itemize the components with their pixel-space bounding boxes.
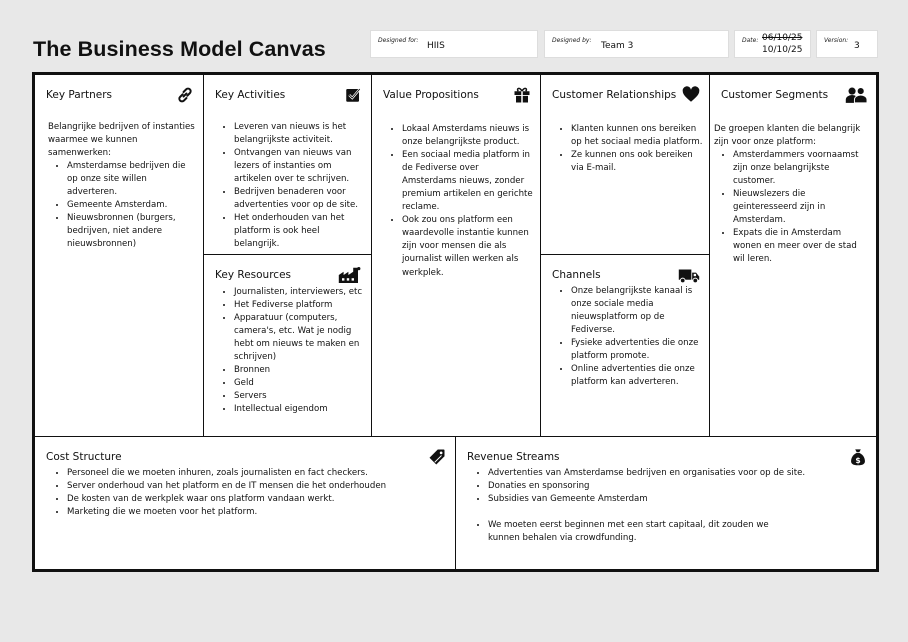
list-item: • Geld	[234, 377, 366, 390]
list-item: • Ontvangen van nieuws van lezers of instanties om artikelen over te schrijven.	[234, 147, 366, 186]
factory-icon	[338, 266, 362, 284]
list-item: • Bedrijven benaderen voor advertenties voor op de site.	[234, 186, 366, 212]
truck-icon	[678, 266, 700, 284]
list-item: • Een sociaal media platform in de Fediverse over Amsterdams nieuws, zonder premium artikelen en gerichte reclame.	[402, 149, 535, 214]
designed-by-field[interactable]	[544, 30, 729, 58]
list-item: • We moeten eerst beginnen met een start capitaal, dit zouden we kunnen behalen via crowdfunding.	[488, 519, 801, 545]
value-propositions-list	[383, 123, 535, 280]
designed-by-label: Designed by:	[552, 37, 592, 44]
revenue-streams-section	[456, 437, 876, 569]
list-item: • Advertenties van Amsterdamse bedrijven en organisaties voor op de site.	[488, 467, 871, 480]
list-item: • Leveren van nieuws is het belangrijkste activiteit.	[234, 121, 366, 147]
cost-structure-list	[48, 467, 450, 519]
canvas-grid	[32, 72, 879, 572]
checkbox-icon	[344, 86, 362, 104]
customer-relationships-title: Customer Relationships	[552, 89, 677, 101]
money-bag-icon	[849, 448, 867, 466]
key-partners-intro: Belangrijke bedrijven of instanties waarmee we kunnen samenwerken:	[48, 122, 195, 159]
channels-section	[541, 255, 710, 437]
page-title: The Business Model Canvas	[33, 37, 326, 61]
cost-structure-section	[35, 437, 456, 569]
tag-icon	[428, 448, 446, 466]
designed-by-value: Team 3	[601, 41, 634, 51]
list-item: • Ook zou ons platform een waardevolle instantie kunnen zijn voor mensen die als journalist willen werken als werkplek.	[402, 214, 535, 279]
list-item: • Online advertenties die onze platform kan adverteren.	[571, 363, 704, 389]
key-partners-title: Key Partners	[46, 89, 113, 101]
cost-structure-title: Cost Structure	[46, 451, 122, 463]
key-resources-section	[204, 255, 372, 437]
list-item: • Amsterdamse bedrijven die op onze site willen adverteren.	[67, 160, 198, 199]
list-item: • Apparatuur (computers, camera's, etc. Wat je nodig hebt om nieuws te maken en schrijven)	[234, 312, 366, 364]
designed-for-field[interactable]	[370, 30, 538, 58]
designed-for-value: HIIS	[427, 41, 445, 51]
list-item: • Server onderhoud van het platform en de IT mensen die het onderhouden	[67, 480, 450, 493]
customer-segments-intro: De groepen klanten die belangrijk zijn voor onze platform:	[714, 124, 861, 148]
customer-segments-list	[714, 149, 871, 266]
customer-relationships-section	[541, 75, 710, 255]
list-item: • Bronnen	[234, 364, 366, 377]
list-item: • De kosten van de werkplek waar ons platform vandaan werkt.	[67, 493, 450, 506]
svg-text:$: $	[855, 455, 861, 465]
revenue-streams-list	[469, 467, 871, 506]
designed-for-label: Designed for:	[378, 37, 419, 44]
list-item: • Subsidies van Gemeente Amsterdam	[488, 493, 871, 506]
key-partners-list	[48, 160, 198, 251]
list-item: • Fysieke advertenties die onze platform promote.	[571, 337, 704, 363]
date-field[interactable]	[734, 30, 811, 58]
key-activities-title: Key Activities	[215, 89, 286, 101]
list-item: • Donaties en sponsoring	[488, 480, 871, 493]
customer-segments-section	[710, 75, 876, 437]
customer-segments-title: Customer Segments	[721, 89, 829, 101]
revenue-streams-extra-list	[469, 519, 871, 545]
version-value: 3	[854, 41, 860, 51]
list-item: • Personeel die we moeten inhuren, zoals journalisten en fact checkers.	[67, 467, 450, 480]
list-item: • Amsterdammers voornaamst zijn onze belangrijkste customer.	[733, 149, 871, 188]
date-value: 10/10/25	[762, 45, 803, 55]
list-item: • Gemeente Amsterdam.	[67, 199, 198, 212]
list-item: • Expats die in Amsterdam wonen en meer over de stad wil leren.	[733, 227, 871, 266]
version-field[interactable]	[816, 30, 878, 58]
key-resources-title: Key Resources	[215, 269, 291, 281]
key-activities-list	[215, 121, 366, 251]
channels-list	[552, 285, 704, 389]
version-label: Version:	[824, 37, 849, 44]
list-item: • Onze belangrijkste kanaal is onze sociale media nieuwsplatform op de Fediverse.	[571, 285, 704, 337]
customer-relationships-list	[552, 123, 704, 175]
list-item: • Ze kunnen ons ook bereiken via E-mail.	[571, 149, 704, 175]
list-item: • Het Fediverse platform	[234, 299, 366, 312]
revenue-streams-title: Revenue Streams	[467, 451, 560, 463]
key-activities-section	[204, 75, 372, 255]
list-item: • Marketing die we moeten voor het platform.	[67, 506, 450, 519]
list-item: • Klanten kunnen ons bereiken op het sociaal media platform.	[571, 123, 704, 149]
key-partners-section	[35, 75, 204, 437]
heart-icon	[682, 86, 700, 104]
list-item: • Nieuwslezers die geinteresseerd zijn in Amsterdam.	[733, 188, 871, 227]
list-item: • Intellectual eigendom	[234, 403, 366, 416]
list-item: • Journalisten, interviewers, etc	[234, 286, 366, 299]
list-item: • Nieuwsbronnen (burgers, bedrijven, niet andere nieuwsbronnen)	[67, 212, 198, 251]
gift-icon	[513, 86, 531, 104]
value-propositions-title: Value Propositions	[383, 89, 479, 101]
date-old-value: 06/10/25	[762, 33, 803, 43]
date-label: Date:	[742, 37, 759, 44]
channels-title: Channels	[552, 269, 601, 281]
list-item: • Servers	[234, 390, 366, 403]
list-item: • Het onderhouden van het platform is ook heel belangrijk.	[234, 212, 366, 251]
value-propositions-section	[372, 75, 541, 437]
users-icon	[845, 86, 867, 104]
link-icon	[176, 86, 194, 104]
list-item: • Lokaal Amsterdams nieuws is onze belangrijkste product.	[402, 123, 535, 149]
key-resources-list	[215, 286, 366, 416]
